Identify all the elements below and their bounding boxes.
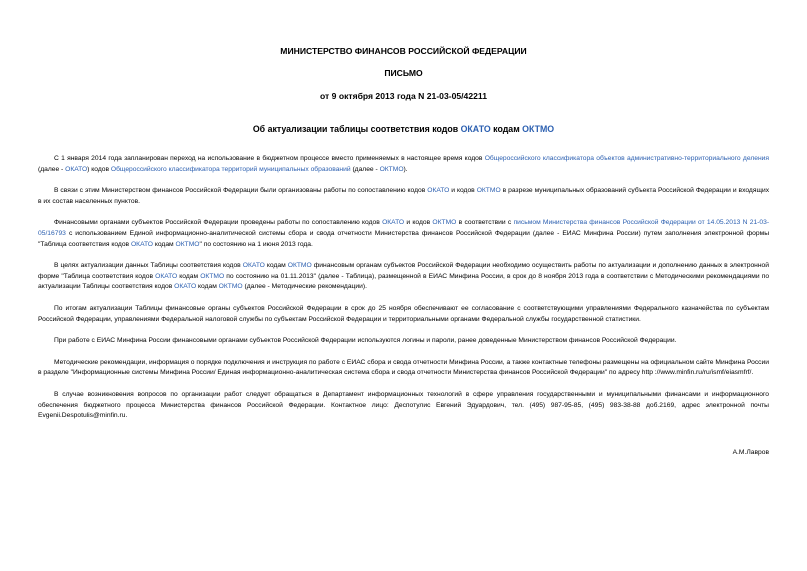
okato-link[interactable]: ОКАТО: [460, 124, 491, 134]
p3-text-d: с использованием Единой информационно-аналитической системы сбора и свода отчетности Министерства финансов Российской Федерации (далее - ЕИАС Минфина России) путем заполнения электронной формы "Таблица соответствия кодов: [38, 229, 769, 248]
oktmo-link[interactable]: ОКТМО: [175, 240, 200, 248]
okato-link[interactable]: ОКАТО: [65, 165, 88, 173]
okato-link[interactable]: ОКАТО: [155, 272, 178, 280]
subject-prefix: Об актуализации таблицы соответствия кодов: [252, 124, 459, 134]
p4-text-f: кодам: [198, 283, 217, 291]
p4-text-g: (далее - Методические рекомендации).: [244, 283, 367, 291]
signature: А.М.Лавров: [732, 449, 769, 456]
okato-link[interactable]: ОКАТО: [242, 262, 265, 270]
p4-text-d: кодам: [179, 272, 199, 280]
p3-text-b: и кодов: [406, 219, 431, 227]
paragraph-6: При работе с ЕИАС Минфина России финансовыми органами субъектов Российской Федерации используются логины и пароли, ранее доведенные Министерством финансов Российской Федерации.: [54, 337, 677, 345]
paragraph-1: [38, 154, 769, 175]
paragraph-5: По итогам актуализации Таблицы финансовые органы субъектов Российской Федерации в срок до 25 ноября обеспечивают ее согласование с соответствующими управлениями Федерального казначейства по субъектам Российской Федерации, управлениями Федеральной налоговой службы по субъектам Российской Федерации и территориальными органами Федеральной службы государственной статистики.: [38, 304, 769, 323]
p1-text-c: ) кодов: [87, 165, 110, 173]
oktmo-link[interactable]: ОКТМО: [476, 187, 501, 195]
p4-text-a: В целях актуализации данных Таблицы соответствия кодов: [54, 262, 241, 270]
oktmo-link[interactable]: ОКТМО: [432, 219, 457, 227]
p1-text-d: (далее -: [352, 165, 378, 173]
doc-subject: [0, 124, 807, 134]
classifier-municipal-link[interactable]: Общероссийского классификатора территорий муниципальных образований: [110, 165, 351, 173]
p3-text-e: кодам: [154, 240, 174, 248]
p3-text-f: " по состоянию на 1 июня 2013 года.: [199, 240, 313, 248]
ministry-heading: МИНИСТЕРСТВО ФИНАНСОВ РОССИЙСКОЙ ФЕДЕРАЦИИ: [280, 46, 527, 56]
p2-text-b: и кодов: [451, 187, 475, 195]
p3-text-c: в соответствии с: [458, 219, 512, 227]
paragraph-3: [38, 218, 769, 250]
okato-link[interactable]: ОКАТО: [382, 219, 405, 227]
p4-text-e: по состоянию на 01.11.2013" (далее - Таблица), размещенной в ЕИАС Минфина России, в срок до 8 ноября 2013 года в соответствии с Методическими рекомендациями по актуализации Таблицы соответствия кодов: [38, 272, 770, 291]
paragraph-7: Методические рекомендации, информация о порядке подключения и инструкция по работе с ЕИАС сбора и свода отчетности Минфина России, а также контактные телефоны размещены на официальном сайте Минфина России в разделе "Информационные системы Минфина России/ Единая информационно-аналитическая система сбора и свода отчетности Министерства финансов Российской Федерации" по адресу http ://www.minfin.ru/ru/ismf/eiasmfrf/.: [38, 358, 769, 377]
p4-text-c: финансовым органам субъектов Российской Федерации необходимо осуществить работы по актуализации и дополнению данных в электронной форме "Таблица соответствия кодов: [38, 262, 770, 280]
letter-body: [38, 154, 769, 433]
oktmo-link[interactable]: ОКТМО: [218, 283, 243, 291]
minfin-letter-link[interactable]: письмом Министерства финансов Российской Федерации от 14.05.2013 N 21-03-05/16793: [38, 219, 770, 237]
okato-link[interactable]: ОКАТО: [174, 283, 197, 291]
oktmo-link[interactable]: ОКТМО: [287, 262, 312, 270]
paragraph-2: [38, 186, 769, 207]
p2-text-a: В связи с этим Министерством финансов Российской Федерации были организованы работы по сопоставлению кодов: [54, 187, 426, 195]
classifier-atd-link[interactable]: Общероссийского классификатора объектов административно-территориального деления: [484, 155, 769, 162]
okato-link[interactable]: ОКАТО: [427, 187, 450, 195]
p1-text-b: (далее -: [38, 165, 64, 173]
p1-text-a: С 1 января 2014 года запланирован переход на использование в бюджетном процессе вместо применяемых в настоящее время кодов: [54, 155, 483, 162]
p2-text-c: в разрезе муниципальных образований субъекта Российской Федерации и входящих в их состав населенных пунктов.: [38, 187, 770, 205]
okato-link[interactable]: ОКАТО: [130, 240, 153, 248]
doc-type-heading: ПИСЬМО: [384, 68, 423, 78]
oktmo-link[interactable]: ОКТМО: [200, 272, 225, 280]
p1-text-e: ).: [403, 165, 408, 173]
paragraph-4: [38, 261, 769, 293]
oktmo-link[interactable]: ОКТМО: [379, 165, 404, 173]
oktmo-link[interactable]: ОКТМО: [522, 124, 555, 134]
p3-text-a: Финансовыми органами субъектов Российской Федерации проведены работы по сопоставлению кодов: [54, 219, 380, 227]
p4-text-b: кодам: [266, 262, 286, 270]
paragraph-8: В случае возникновения вопросов по организации работ следует обращаться в Департамент информационных технологий в сфере управления государственными и муниципальными финансами и информационного обеспечения бюджетного процесса Министерства финансов Российской Федерации. Контактное лицо: Деспотулис Евгений Эдуардович, тел. (495) 987-95-85, (495) 983-38-88 доб.2169, адрес электронной почты Evgenii.Despotulis@minfin.ru.: [38, 390, 769, 420]
doc-date-number: от 9 октября 2013 года N 21-03-05/42211: [320, 91, 487, 101]
subject-middle: кодам: [493, 124, 520, 134]
